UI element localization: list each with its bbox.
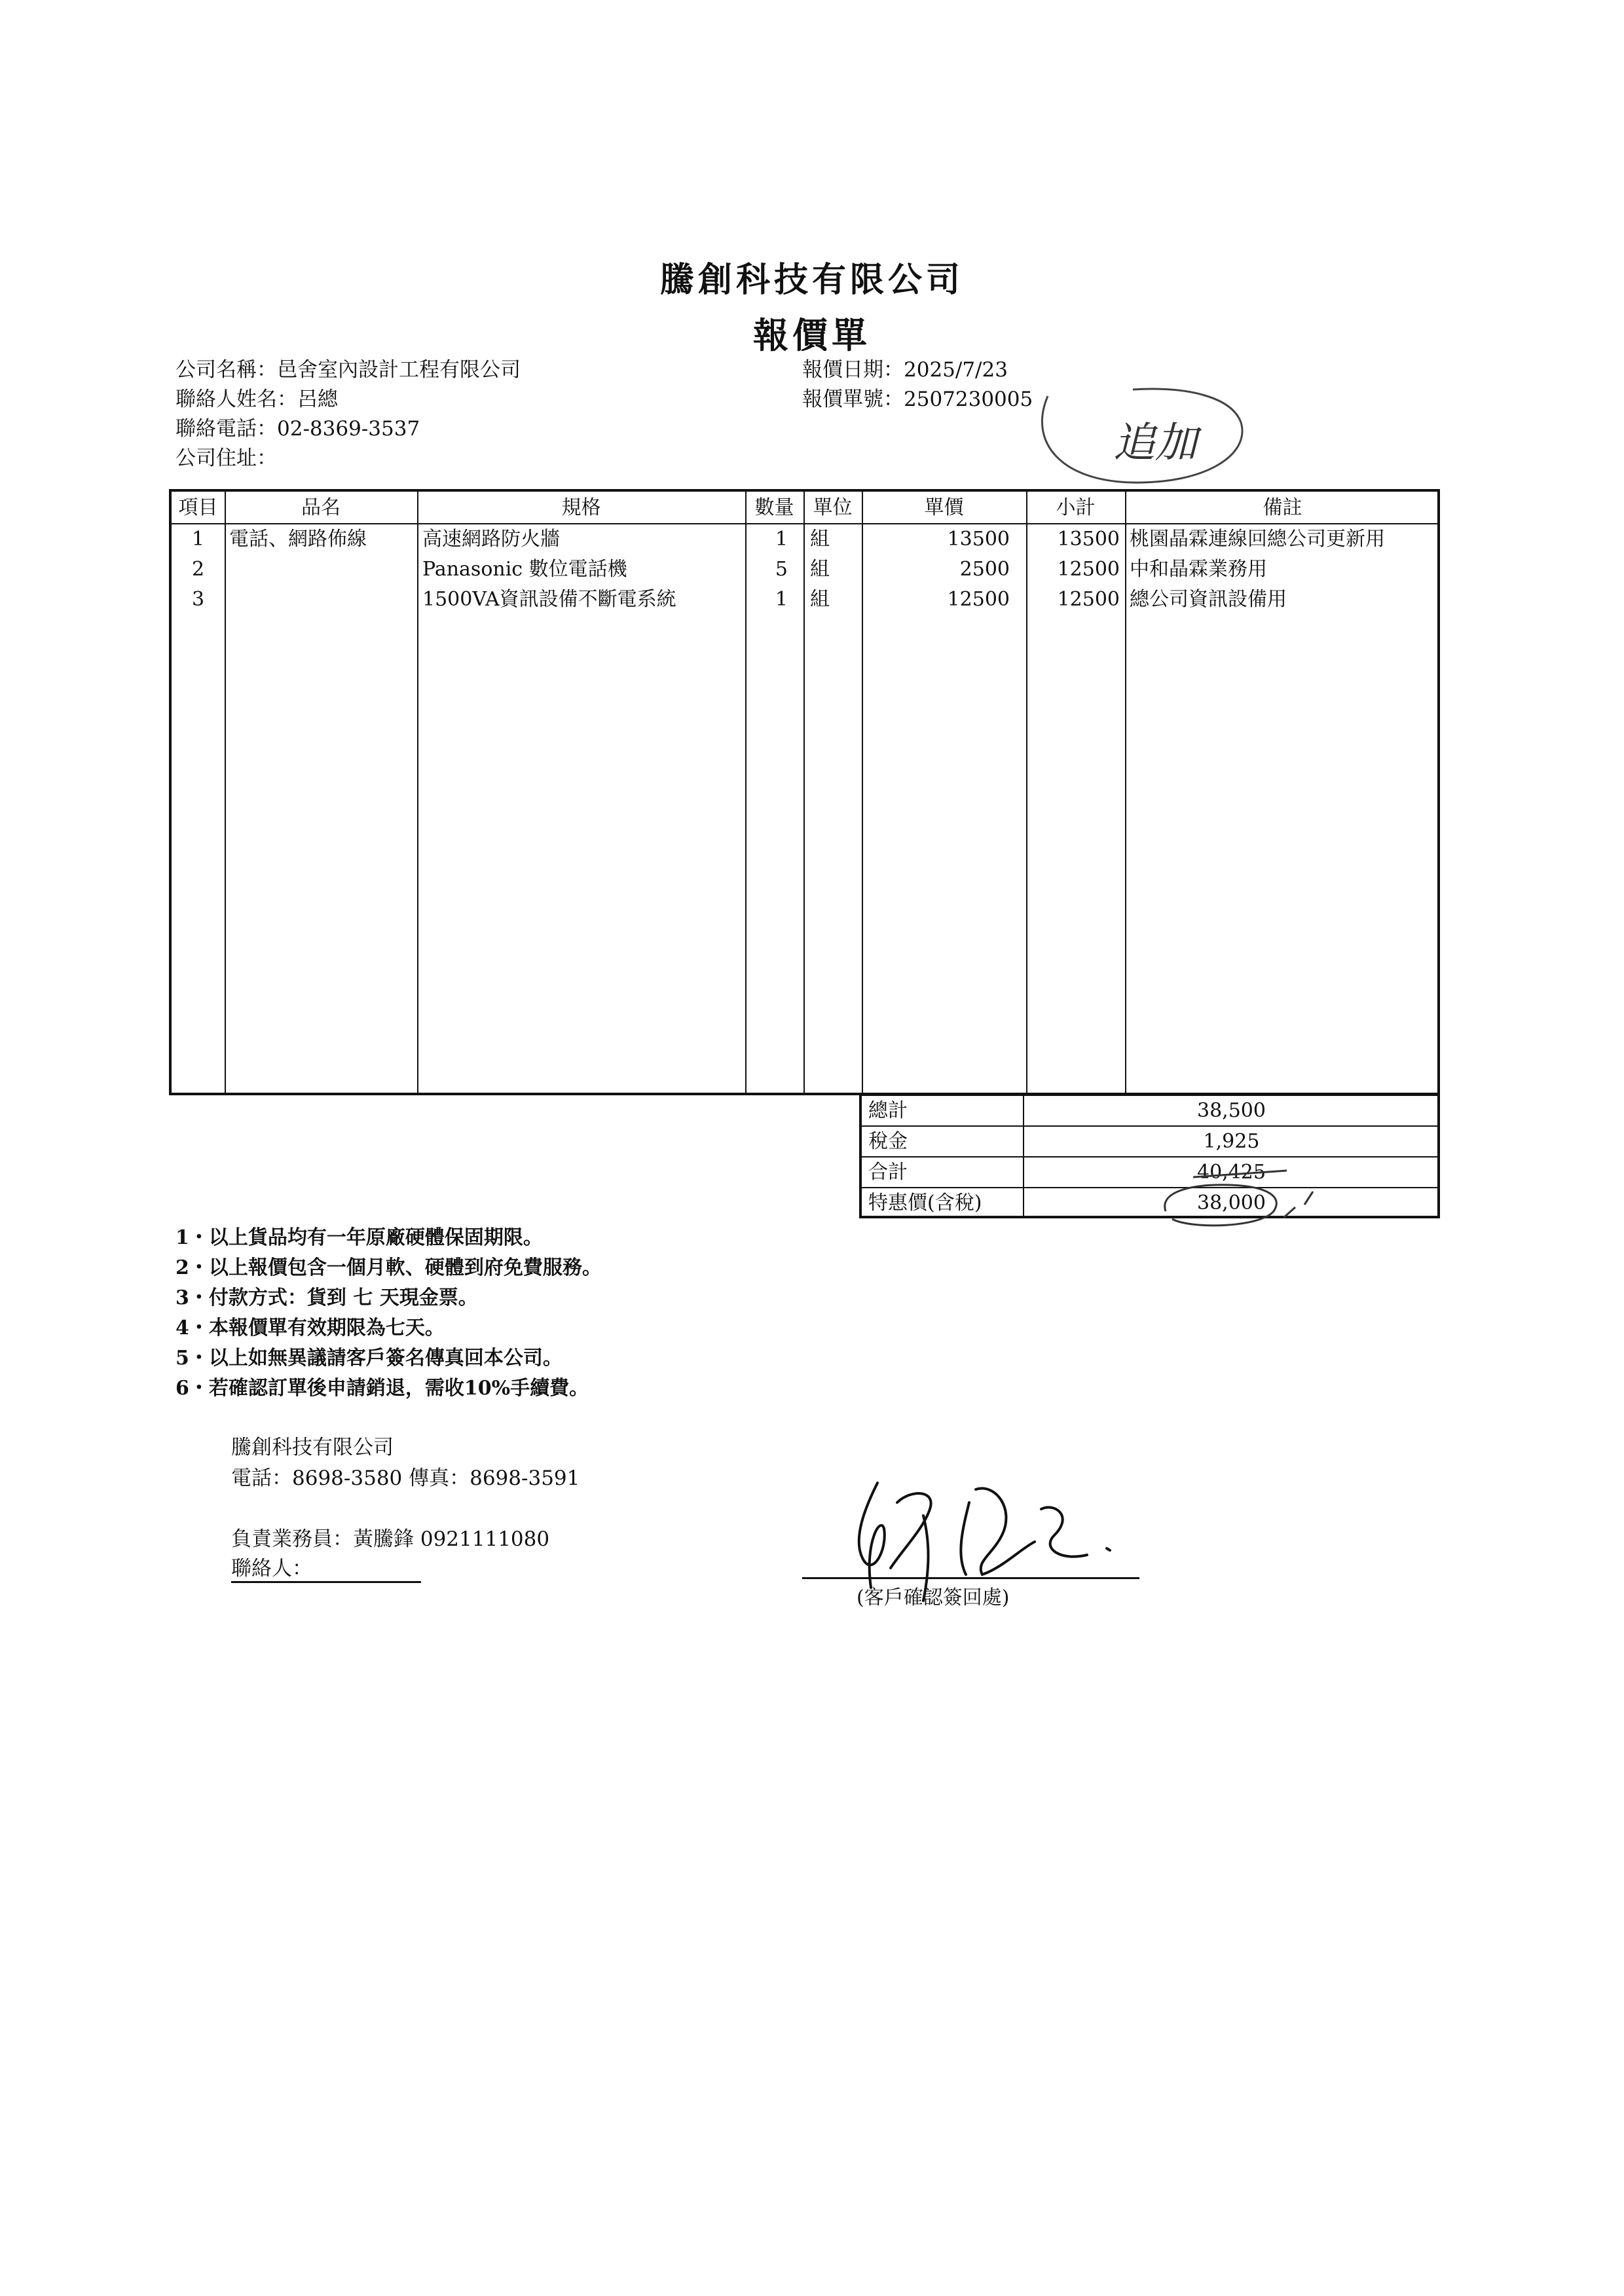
header-price: 單價 — [924, 496, 964, 519]
handwritten-markup — [1153, 1152, 1323, 1231]
contact-name: 呂總 — [297, 388, 338, 411]
quote-number-label: 報價單號 ： — [802, 388, 904, 411]
header-no: 項目 — [178, 496, 218, 519]
footer-sales: 負責業務員：黃騰鋒 0921111080 — [231, 1527, 550, 1551]
signature-line — [802, 1577, 1139, 1579]
row3-unit: 組 — [810, 588, 830, 611]
row1-spec: 高速網路防火牆 — [422, 528, 560, 551]
address-line — [175, 445, 277, 471]
phone-value: 02-8369-3537 — [277, 417, 420, 441]
contact-line — [175, 386, 338, 412]
row2-no: 2 — [191, 558, 205, 581]
row2-spec: Panasonic 數位電話機 — [422, 558, 627, 581]
term-2: 2・以上報價包含一個月軟、硬體到府免費服務。 — [175, 1256, 602, 1279]
row2-subtotal: 12500 — [1057, 558, 1120, 581]
header-subtotal: 小計 — [1056, 496, 1096, 519]
row1-price: 13500 — [947, 528, 1010, 551]
footer-contact: 聯絡人： — [231, 1552, 421, 1583]
document-title: 報價單 — [753, 314, 871, 356]
row2-qty: 5 — [775, 558, 788, 581]
total-value: 40,425 — [1197, 1161, 1266, 1184]
row1-no: 1 — [191, 528, 205, 551]
row2-note: 中和晶霖業務用 — [1130, 558, 1267, 581]
special-price-row — [862, 1188, 1437, 1218]
header-qty: 數量 — [754, 496, 794, 519]
phone-line — [175, 416, 420, 442]
footer-company: 騰創科技有限公司 — [231, 1436, 394, 1459]
term-4: 4・本報價單有效期限為七天。 — [175, 1317, 445, 1339]
header-unit: 單位 — [813, 496, 853, 519]
term-3: 3・付款方式：貨到 七 天現金票。 — [175, 1286, 478, 1309]
quote-date-label: 報價日期 ： — [802, 358, 904, 382]
quote-date-line — [802, 357, 1008, 383]
row3-subtotal: 12500 — [1057, 588, 1120, 611]
row1-subtotal: 13500 — [1057, 528, 1120, 551]
row1-qty: 1 — [775, 528, 788, 551]
sum-value: 38,500 — [1197, 1099, 1266, 1122]
handwritten-note: 追加 — [1113, 419, 1197, 467]
special-label: 特惠價(含稅) — [868, 1192, 982, 1214]
term-1: 1・以上貨品均有一年原廠硬體保固期限。 — [175, 1226, 543, 1249]
term-6: 6・若確認訂單後申請銷退，需收10%手續費。 — [175, 1377, 589, 1400]
grand-total-row — [862, 1157, 1437, 1188]
row2-price: 2500 — [959, 558, 1010, 581]
row1-unit: 組 — [810, 528, 830, 551]
term-5: 5・以上如無異議請客戶簽名傳真回本公司。 — [175, 1347, 563, 1370]
row3-spec: 1500VA資訊設備不斷電系統 — [422, 588, 676, 611]
totals-box — [859, 1094, 1440, 1218]
company-title: 騰創科技有限公司 — [659, 260, 964, 300]
tax-value: 1,925 — [1203, 1130, 1260, 1153]
total-label: 合計 — [868, 1161, 908, 1184]
header-item: 品名 — [301, 496, 341, 519]
contact-label: 聯絡人姓名 ： — [175, 388, 297, 411]
quote-number-line — [802, 386, 1033, 412]
row1-note: 桃園晶霖連線回總公司更新用 — [1130, 528, 1385, 551]
row2-unit: 組 — [810, 558, 830, 581]
quote-date: 2025/7/23 — [904, 358, 1008, 382]
row3-price: 12500 — [947, 588, 1010, 611]
header-note: 備註 — [1263, 496, 1302, 519]
tax-label: 稅金 — [868, 1130, 908, 1153]
header-spec: 規格 — [561, 496, 601, 519]
customer-name-label: 公司名稱 ： — [175, 358, 277, 382]
quote-number: 2507230005 — [904, 388, 1033, 411]
customer-name-line — [175, 357, 521, 383]
total-sum-row — [862, 1096, 1437, 1126]
confirm-label: (客戶確認簽回處) — [857, 1586, 1010, 1609]
tax-row — [862, 1127, 1437, 1157]
customer-name: 邑舍室內設計工程有限公司 — [277, 358, 521, 382]
quotation-table — [169, 489, 1440, 1095]
row3-note: 總公司資訊設備用 — [1130, 588, 1287, 611]
row3-no: 3 — [191, 588, 205, 611]
footer-tel-fax: 電話：8698-3580 傳真：8698-3591 — [231, 1467, 580, 1490]
special-value: 38,000 — [1197, 1192, 1266, 1214]
row3-qty: 1 — [775, 588, 788, 611]
address-label: 公司住址 ： — [175, 446, 277, 470]
row1-item: 電話、網路佈線 — [229, 528, 367, 551]
phone-label: 聯絡電話 ： — [175, 417, 277, 441]
terms-list — [175, 1223, 602, 1404]
sum-label: 總計 — [868, 1099, 908, 1122]
